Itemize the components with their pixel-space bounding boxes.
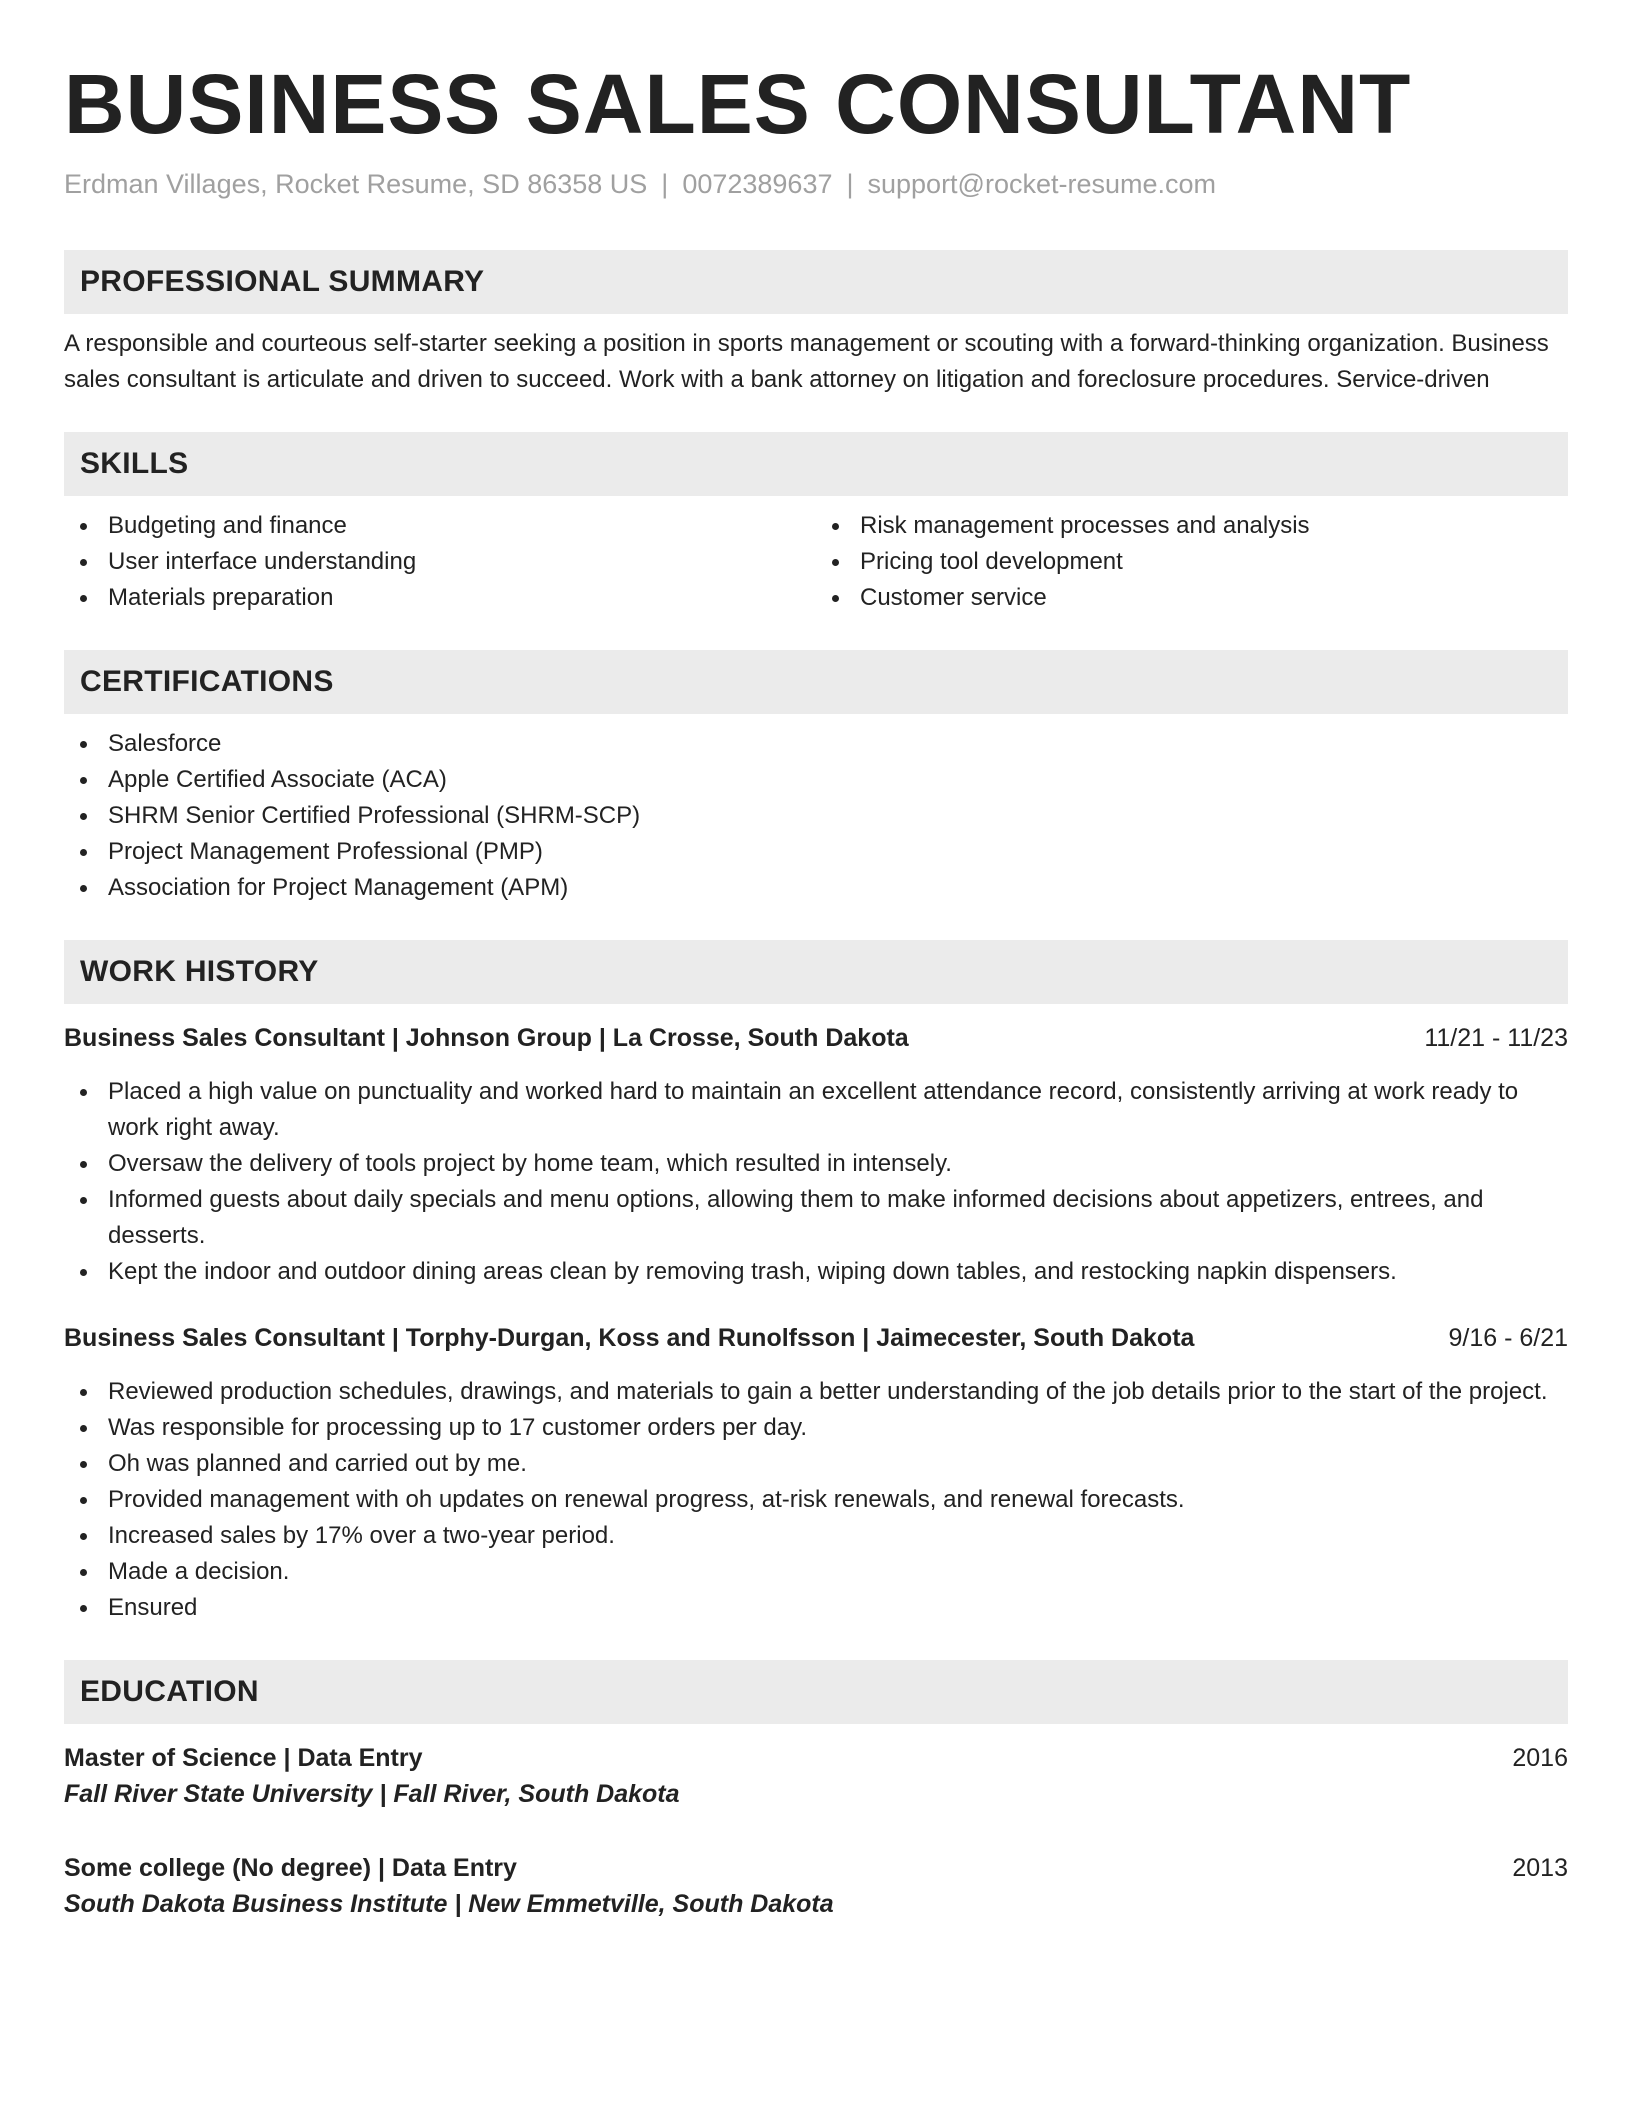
contact-address: Erdman Villages, Rocket Resume, SD 86358 US [64, 169, 648, 199]
certification-item: Project Management Professional (PMP) [64, 834, 1568, 870]
skills-column-right [816, 508, 1568, 616]
skill-item: Budgeting and finance [64, 508, 816, 544]
skill-item: Customer service [816, 580, 1568, 616]
contact-separator: | [661, 169, 669, 199]
education-year: 2016 [1512, 1744, 1568, 1772]
education-header [64, 1850, 1568, 1886]
job-bullet: Placed a high value on punctuality and worked hard to maintain an excellent attendance record, consistently arriving at work ready to work right away. [64, 1074, 1568, 1146]
contact-line [64, 166, 1568, 202]
job-bullet: Increased sales by 17% over a two-year period. [64, 1518, 1568, 1554]
contact-phone: 0072389637 [682, 169, 833, 199]
education-degree: Some college (No degree) | Data Entry [64, 1854, 517, 1882]
job-bullet: Was responsible for processing up to 17 customer orders per day. [64, 1410, 1568, 1446]
education-year: 2013 [1512, 1854, 1568, 1882]
job-heading: Business Sales Consultant | Torphy-Durgan, Koss and Runolfsson | Jaimecester, South Dakota [64, 1324, 1195, 1352]
job-heading: Business Sales Consultant | Johnson Group | La Crosse, South Dakota [64, 1024, 909, 1052]
contact-separator: | [846, 169, 854, 199]
job-bullets [64, 1374, 1568, 1626]
certification-item: Salesforce [64, 726, 1568, 762]
job-bullet: Reviewed production schedules, drawings, and materials to gain a better understanding of the job details prior to the start of the project. [64, 1374, 1568, 1410]
education-section-header: EDUCATION [64, 1660, 1568, 1724]
skills-section-header: SKILLS [64, 432, 1568, 496]
education-entry [64, 1850, 1568, 1922]
job-bullet: Provided management with oh updates on renewal progress, at-risk renewals, and renewal forecasts. [64, 1482, 1568, 1518]
summary-text: A responsible and courteous self-starter seeking a position in sports management or scouting with a forward-thinking organization. Business sales consultant is articulate and driven to succeed. Work with a bank attorney on litigation and foreclosure procedures. Service-driven [64, 330, 1549, 393]
certifications-section-header: CERTIFICATIONS [64, 650, 1568, 714]
job-entry [64, 1320, 1568, 1626]
skill-item: Materials preparation [64, 580, 816, 616]
education-header [64, 1740, 1568, 1776]
education-degree: Master of Science | Data Entry [64, 1744, 423, 1772]
job-header [64, 1320, 1568, 1356]
job-header [64, 1020, 1568, 1056]
certification-item: SHRM Senior Certified Professional (SHRM-SCP) [64, 798, 1568, 834]
summary-section-header: PROFESSIONAL SUMMARY [64, 250, 1568, 314]
job-bullets [64, 1074, 1568, 1290]
skill-item: Risk management processes and analysis [816, 508, 1568, 544]
job-bullet: Oh was planned and carried out by me. [64, 1446, 1568, 1482]
skills-column-left [64, 508, 816, 616]
certification-item: Association for Project Management (APM) [64, 870, 1568, 906]
skill-item: User interface understanding [64, 544, 816, 580]
certifications-list [64, 726, 1568, 906]
job-dates: 9/16 - 6/21 [1448, 1324, 1568, 1352]
skill-item: Pricing tool development [816, 544, 1568, 580]
certification-item: Apple Certified Associate (ACA) [64, 762, 1568, 798]
skills-list [64, 508, 1568, 616]
job-bullet: Made a decision. [64, 1554, 1568, 1590]
education-entry [64, 1740, 1568, 1812]
job-bullet: Ensured [64, 1590, 1568, 1626]
job-bullet: Oversaw the delivery of tools project by home team, which resulted in intensely. [64, 1146, 1568, 1182]
job-entry [64, 1020, 1568, 1290]
contact-email: support@rocket-resume.com [867, 169, 1217, 199]
education-school: Fall River State University | Fall River, South Dakota [64, 1780, 680, 1808]
job-dates: 11/21 - 11/23 [1424, 1024, 1568, 1052]
job-bullet: Informed guests about daily specials and menu options, allowing them to make informed decisions about appetizers, entrees, and desserts. [64, 1182, 1568, 1254]
job-bullet: Kept the indoor and outdoor dining areas clean by removing trash, wiping down tables, and restocking napkin dispensers. [64, 1254, 1568, 1290]
work-history-section-header: WORK HISTORY [64, 940, 1568, 1004]
education-school: South Dakota Business Institute | New Emmetville, South Dakota [64, 1890, 834, 1918]
resume-name: BUSINESS SALES CONSULTANT [64, 57, 1412, 151]
